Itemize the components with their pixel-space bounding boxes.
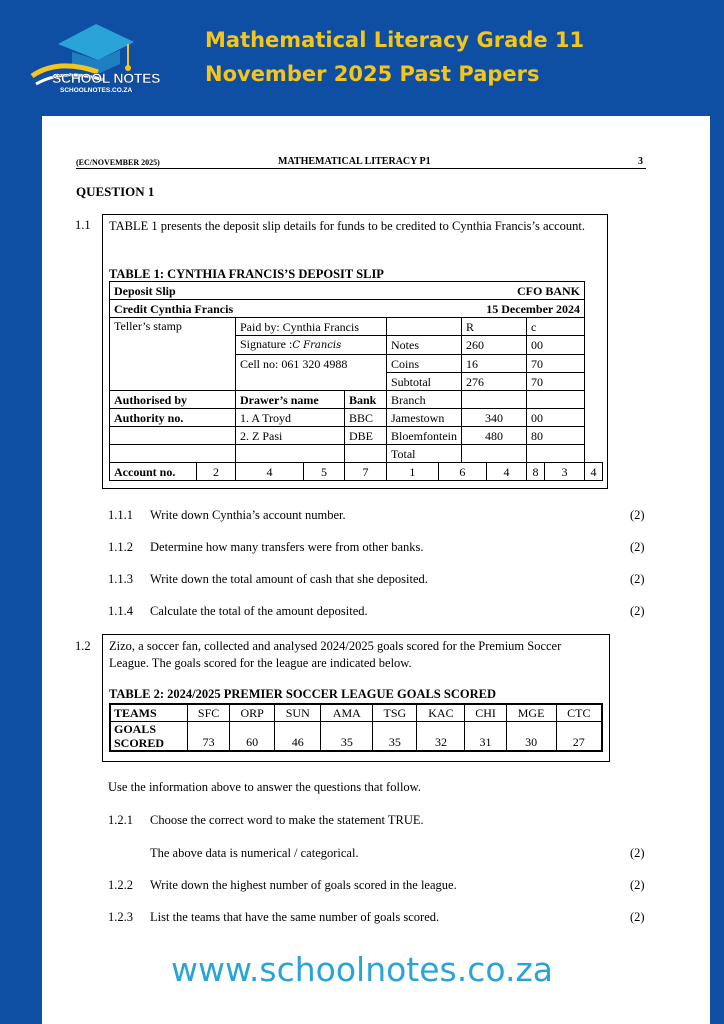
question-1-2-2-text: Write down the highest number of goals scored in the league. bbox=[150, 878, 457, 892]
question-1-2-2-marks: (2) bbox=[630, 878, 645, 892]
question-1-1-2-text: Determine how many transfers were from other banks. bbox=[150, 540, 424, 554]
subtotal-rand: 276 bbox=[462, 373, 527, 391]
col-rand: R bbox=[462, 318, 527, 336]
question-number-1-2: 1.2 bbox=[75, 639, 91, 653]
account-digit: 8 bbox=[527, 463, 545, 481]
header-divider bbox=[76, 168, 646, 169]
drawer-2: 2. Z Pasi bbox=[236, 427, 345, 445]
use-information-text: Use the information above to answer the questions that follow. bbox=[108, 780, 422, 794]
goals-scored-label bbox=[110, 722, 188, 752]
goals-label-line1: GOALS bbox=[114, 722, 157, 736]
notes-rand: 260 bbox=[462, 336, 527, 355]
notes-label: Notes bbox=[387, 336, 462, 355]
authority-no: Authority no. bbox=[110, 409, 236, 427]
header-center: MATHEMATICAL LITERACY P1 bbox=[278, 156, 431, 167]
account-digit: 5 bbox=[304, 463, 345, 481]
col-cents: c bbox=[527, 318, 585, 336]
table-row bbox=[110, 318, 603, 336]
goal-count: 30 bbox=[506, 722, 556, 752]
question-1-2-box bbox=[102, 634, 610, 762]
table-row bbox=[110, 445, 603, 463]
goal-count: 60 bbox=[230, 722, 275, 752]
team-name: SUN bbox=[275, 704, 321, 722]
account-digit: 4 bbox=[487, 463, 527, 481]
bank-1: BBC bbox=[345, 409, 387, 427]
goal-count: 32 bbox=[417, 722, 465, 752]
bank-2: DBE bbox=[345, 427, 387, 445]
banner-title-line1: Mathematical Literacy Grade 11 bbox=[205, 28, 585, 52]
teams-label: TEAMS bbox=[110, 704, 188, 722]
coins-cents: 70 bbox=[527, 355, 585, 373]
banner-title-line2: November 2025 Past Papers bbox=[205, 62, 540, 86]
team-name: CTC bbox=[556, 704, 602, 722]
signature: C Francis bbox=[292, 340, 342, 351]
goal-count: 73 bbox=[188, 722, 230, 752]
account-digit: 7 bbox=[345, 463, 387, 481]
table-1-caption: TABLE 1: CYNTHIA FRANCIS’S DEPOSIT SLIP bbox=[109, 267, 384, 281]
question-1-1-3-text: Write down the total amount of cash that she deposited. bbox=[150, 572, 428, 586]
amount-2-rand: 480 bbox=[462, 427, 527, 445]
tellers-stamp: Teller’s stamp bbox=[110, 318, 236, 373]
question-1-1-4-marks: (2) bbox=[630, 604, 645, 618]
question-1-1-2-marks: (2) bbox=[630, 540, 645, 554]
account-digit: 4 bbox=[585, 463, 603, 481]
question-1-2-1-marks: (2) bbox=[630, 846, 645, 860]
question-1-1-3-marks: (2) bbox=[630, 572, 645, 586]
team-name: TSG bbox=[373, 704, 417, 722]
table-row bbox=[110, 300, 603, 318]
table-row bbox=[110, 427, 603, 445]
question-1-1-1-text: Write down Cynthia’s account number. bbox=[150, 508, 346, 522]
amount-1-cents: 00 bbox=[527, 409, 585, 427]
question-1-2-2-number: 1.2.2 bbox=[108, 878, 133, 892]
question-title: QUESTION 1 bbox=[76, 184, 155, 199]
drawer-1: 1. A Troyd bbox=[236, 409, 345, 427]
subtotal-label: Subtotal bbox=[387, 373, 462, 391]
question-1-1-1-marks: (2) bbox=[630, 508, 645, 522]
cell-number: Cell no: 061 320 4988 bbox=[236, 355, 387, 373]
header-page-number: 3 bbox=[638, 156, 643, 167]
goal-count: 31 bbox=[465, 722, 506, 752]
paid-by: Paid by: Cynthia Francis bbox=[236, 318, 387, 336]
team-name: KAC bbox=[417, 704, 465, 722]
question-number-1-1: 1.1 bbox=[75, 218, 91, 232]
coins-label: Coins bbox=[387, 355, 462, 373]
bank-name: CFO BANK bbox=[262, 282, 585, 300]
empty-cell bbox=[236, 373, 387, 391]
question-1-1-2-number: 1.1.2 bbox=[108, 540, 133, 554]
empty-cell bbox=[110, 373, 236, 391]
question-1-1-3-number: 1.1.3 bbox=[108, 572, 133, 586]
question-1-1-4-number: 1.1.4 bbox=[108, 604, 133, 618]
question-1-2-intro: Zizo, a soccer fan, collected and analysed 2024/2025 goals scored for the Premium Soccer League. The goals scored for the league are indicated below. bbox=[109, 639, 562, 670]
account-number-row bbox=[110, 463, 603, 481]
account-digit: 3 bbox=[545, 463, 585, 481]
notes-cents: 00 bbox=[527, 336, 585, 355]
empty-cell bbox=[110, 427, 236, 445]
goal-count: 46 bbox=[275, 722, 321, 752]
account-digit: 2 bbox=[197, 463, 236, 481]
logo-subtext: SCHOOLNOTES.CO.ZA bbox=[60, 87, 133, 94]
empty-cell bbox=[527, 391, 585, 409]
empty-cell bbox=[236, 445, 345, 463]
goal-count: 35 bbox=[321, 722, 373, 752]
question-1-2-1-statement: The above data is numerical / categorical. bbox=[150, 846, 359, 860]
amount-1-rand: 340 bbox=[462, 409, 527, 427]
team-name: SFC bbox=[188, 704, 230, 722]
credit-name: Credit Cynthia Francis bbox=[110, 300, 387, 318]
table-row bbox=[110, 391, 603, 409]
table-2-caption: TABLE 2: 2024/2025 PREMIER SOCCER LEAGUE GOALS SCORED bbox=[109, 687, 496, 701]
team-name: ORP bbox=[230, 704, 275, 722]
header-left: (EC/NOVEMBER 2025) bbox=[76, 158, 160, 167]
branch-header: Branch bbox=[387, 391, 462, 409]
school-notes-logo[interactable] bbox=[28, 14, 168, 102]
deposit-slip-table bbox=[109, 281, 603, 481]
exam-page bbox=[42, 116, 710, 1024]
logo-text: SCHOOL NOTES bbox=[52, 70, 161, 86]
team-name: MGE bbox=[506, 704, 556, 722]
branch-1: Jamestown bbox=[387, 409, 462, 427]
empty-cell bbox=[462, 391, 527, 409]
question-1-1-4-text: Calculate the total of the amount deposited. bbox=[150, 604, 368, 618]
goals-label-line2: SCORED bbox=[114, 736, 165, 750]
question-1-2-1-number: 1.2.1 bbox=[108, 813, 133, 827]
question-1-2-1-text: Choose the correct word to make the statement TRUE. bbox=[150, 813, 424, 827]
empty-cell bbox=[345, 445, 387, 463]
table-row bbox=[110, 373, 603, 391]
goal-count: 27 bbox=[556, 722, 602, 752]
account-no-label: Account no. bbox=[110, 463, 197, 481]
question-1-2-3-number: 1.2.3 bbox=[108, 910, 133, 924]
empty-cell bbox=[462, 445, 527, 463]
question-1-2-3-text: List the teams that have the same number of goals scored. bbox=[150, 910, 440, 924]
subtotal-cents: 70 bbox=[527, 373, 585, 391]
goal-count: 35 bbox=[373, 722, 417, 752]
table-row bbox=[110, 704, 602, 722]
empty-cell bbox=[527, 445, 585, 463]
bank-header: Bank bbox=[345, 391, 387, 409]
question-1-1-1-number: 1.1.1 bbox=[108, 508, 133, 522]
branch-2: Bloemfontein bbox=[387, 427, 462, 445]
deposit-date: 15 December 2024 bbox=[387, 300, 585, 318]
question-1-1-box bbox=[102, 214, 608, 489]
account-digit: 4 bbox=[236, 463, 304, 481]
authorised-by: Authorised by bbox=[110, 391, 236, 409]
table-row bbox=[110, 409, 603, 427]
banner bbox=[0, 0, 724, 115]
team-name: CHI bbox=[465, 704, 506, 722]
drawers-name-header: Drawer’s name bbox=[236, 391, 345, 409]
total-label: Total bbox=[387, 445, 462, 463]
team-name: AMA bbox=[321, 704, 373, 722]
table-row bbox=[110, 722, 602, 752]
signature-cell bbox=[236, 336, 387, 355]
deposit-slip-label: Deposit Slip bbox=[110, 282, 262, 300]
empty-cell bbox=[387, 318, 462, 336]
footer-website-link[interactable]: www.schoolnotes.co.za bbox=[170, 950, 554, 989]
account-digit: 1 bbox=[387, 463, 439, 481]
table-row bbox=[110, 282, 603, 300]
signature-label: Signature : bbox=[240, 337, 293, 351]
question-1-2-3-marks: (2) bbox=[630, 910, 645, 924]
question-1-1-intro: TABLE 1 presents the deposit slip details for funds to be credited to Cynthia Francis’s account. bbox=[109, 219, 585, 233]
goals-table bbox=[109, 703, 603, 752]
coins-rand: 16 bbox=[462, 355, 527, 373]
account-digit: 6 bbox=[438, 463, 486, 481]
amount-2-cents: 80 bbox=[527, 427, 585, 445]
empty-cell bbox=[110, 445, 236, 463]
